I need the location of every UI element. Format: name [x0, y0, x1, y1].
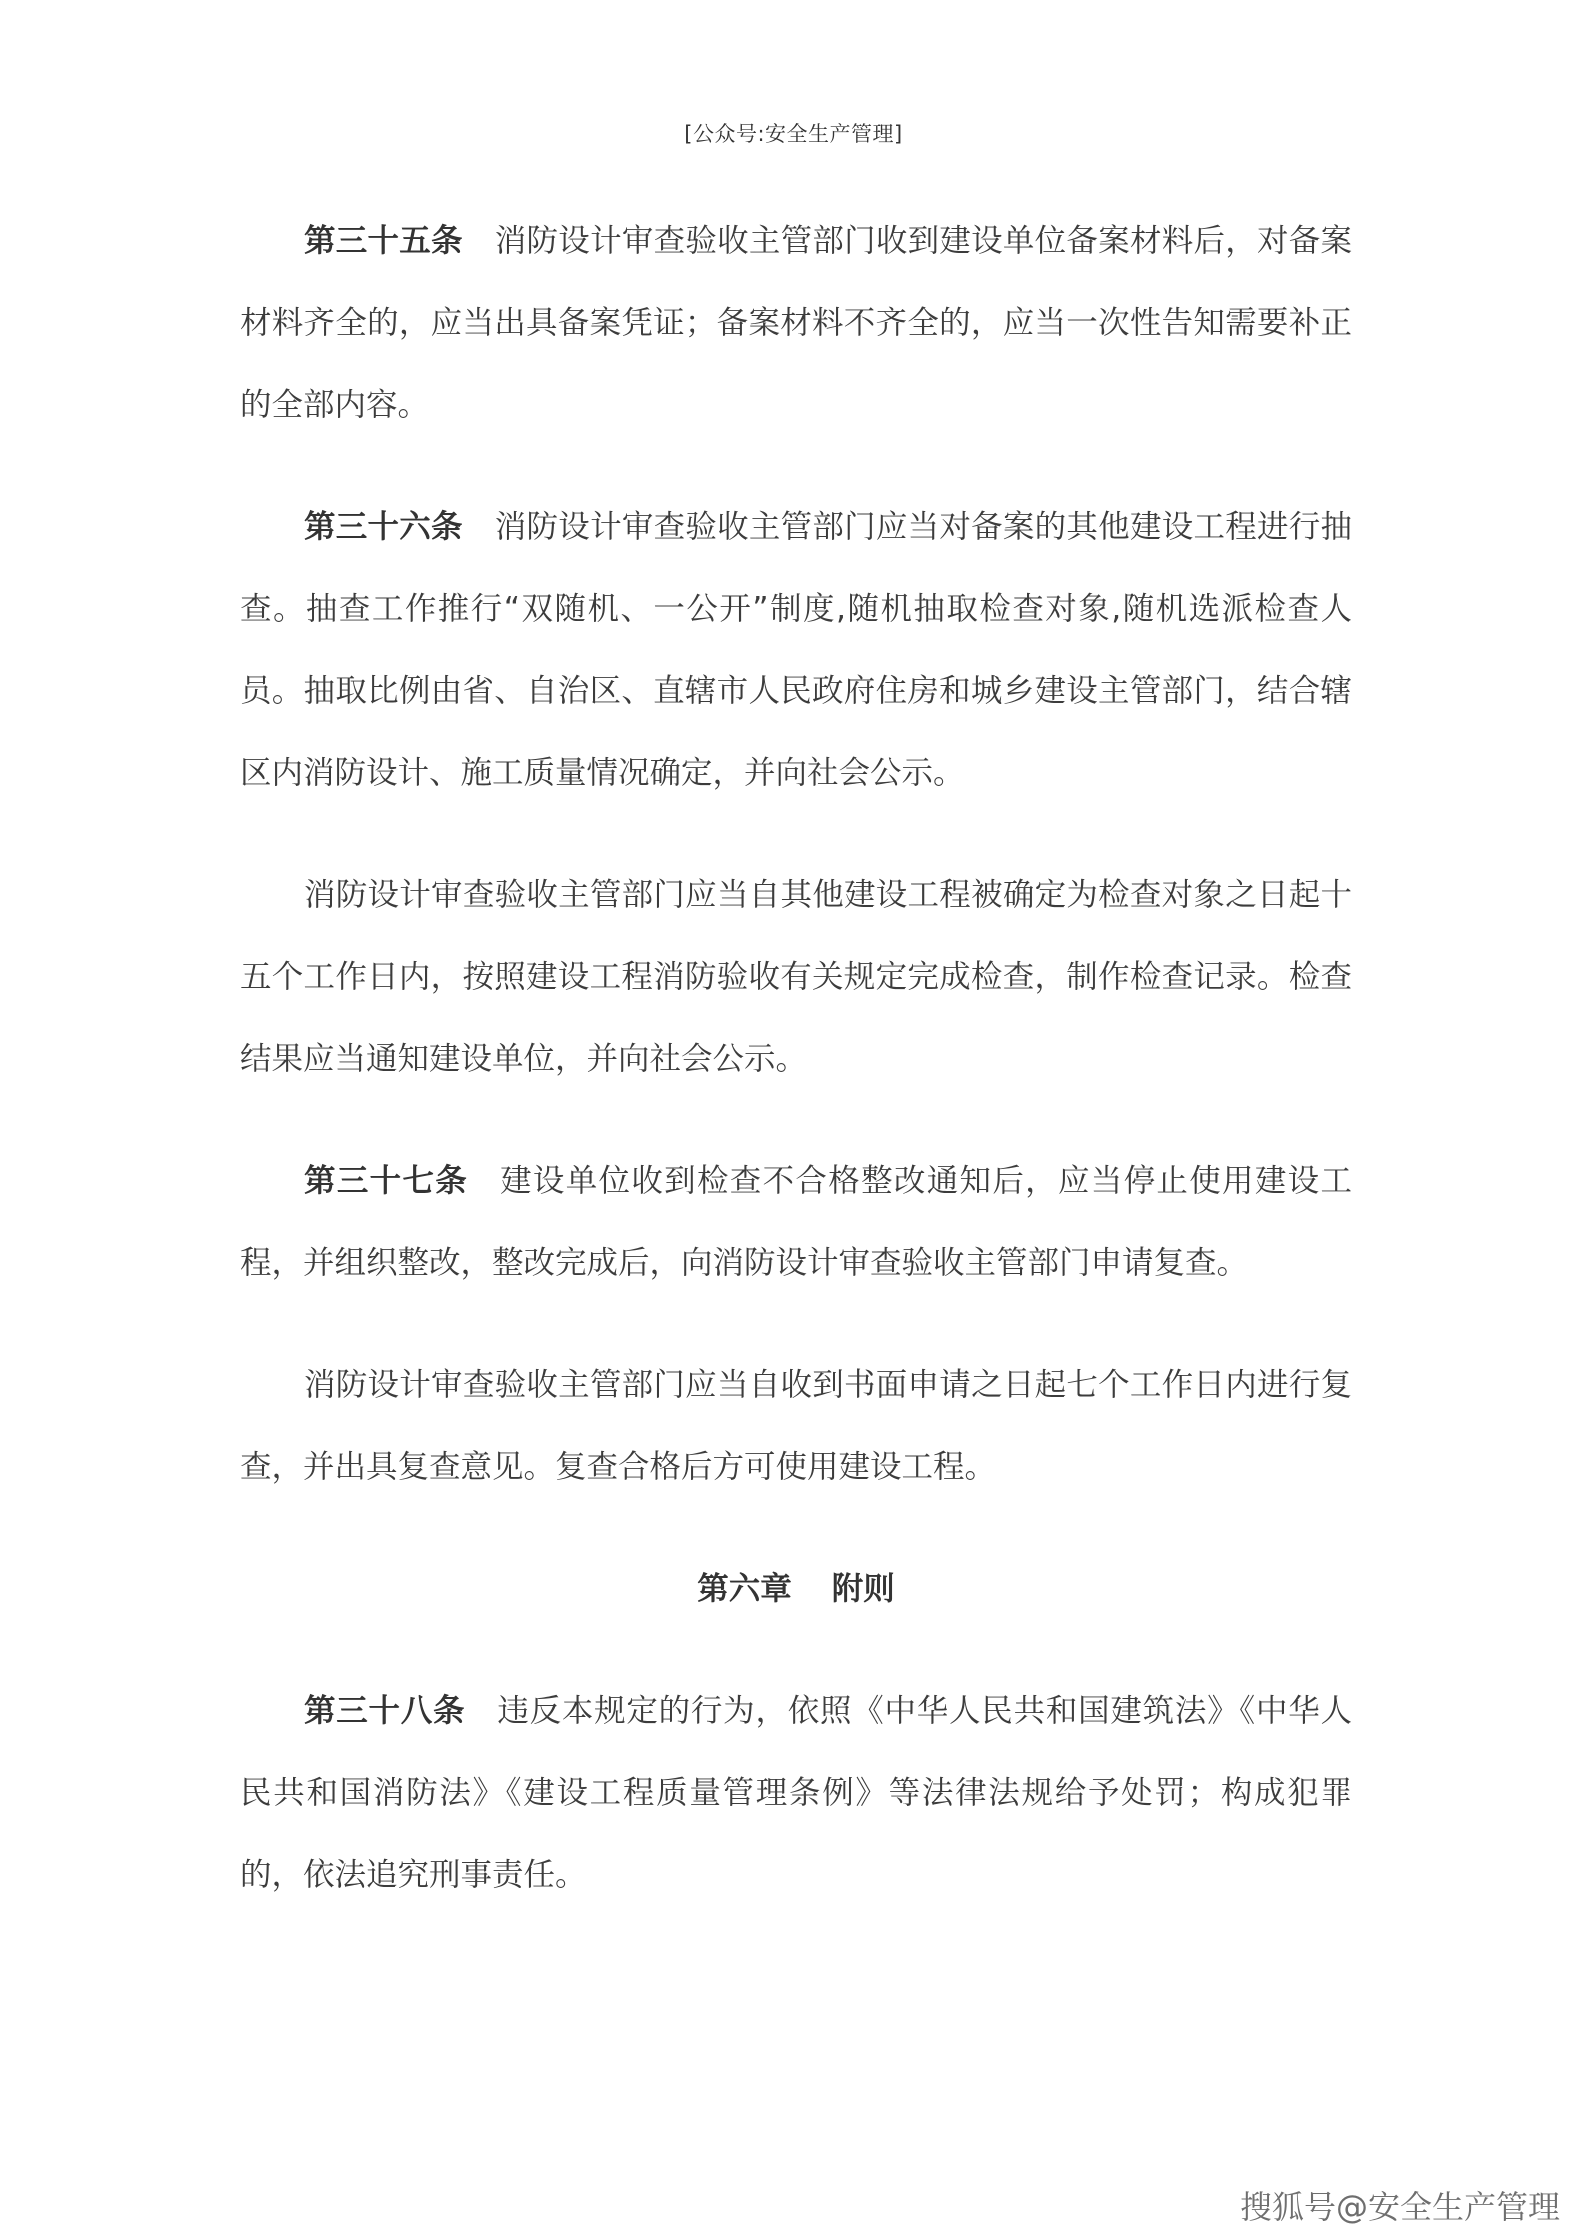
- article-35: [240, 200, 1352, 446]
- article-38: [240, 1670, 1352, 1916]
- article-36-paragraph-2: [240, 854, 1352, 1100]
- article-text: 建设单位收到检查不合格整改通知后，应当停止使用建设工程，并组织整改，整改完成后，向消防设计审查验收主管部门申请复查。: [240, 1163, 1352, 1281]
- chapter-number: 第六章: [697, 1571, 792, 1607]
- article-number: 第三十八条: [304, 1693, 466, 1729]
- article-text: 消防设计审查验收主管部门应当自收到书面申请之日起七个工作日内进行复查，并出具复查意见。复查合格后方可使用建设工程。: [240, 1367, 1352, 1485]
- article-text: 消防设计审查验收主管部门应当自其他建设工程被确定为检查对象之日起十五个工作日内，按照建设工程消防验收有关规定完成检查，制作检查记录。检查结果应当通知建设单位，并向社会公示。: [240, 877, 1352, 1077]
- article-text: 消防设计审查验收主管部门收到建设单位备案材料后，对备案材料齐全的，应当出具备案凭证；备案材料不齐全的，应当一次性告知需要补正的全部内容。: [240, 223, 1352, 423]
- article-37-paragraph-2: [240, 1344, 1352, 1508]
- chapter-heading: [240, 1548, 1352, 1630]
- article-text: 违反本规定的行为，依照《中华人民共和国建筑法》《中华人民共和国消防法》《建设工程质量管理条例》等法律法规给予处罚；构成犯罪的，依法追究刑事责任。: [240, 1693, 1352, 1893]
- article-number: 第三十五条: [304, 223, 463, 259]
- chapter-title: 附则: [831, 1571, 895, 1607]
- page-header: [公众号:安全生产管理]: [684, 122, 903, 146]
- article-37: [240, 1140, 1352, 1304]
- article-number: 第三十六条: [304, 509, 463, 545]
- article-text: 消防设计审查验收主管部门应当对备案的其他建设工程进行抽查。抽查工作推行“双随机、一公开”制度,随机抽取检查对象,随机选派检查人员。抽取比例由省、自治区、直辖市人民政府住房和城乡建设主管部门，结合辖区内消防设计、施工质量情况确定，并向社会公示。: [240, 509, 1352, 791]
- watermark-text: 搜狐号@安全生产管理: [1240, 2188, 1561, 2226]
- document-body: [240, 200, 1352, 1956]
- article-36: [240, 486, 1352, 814]
- article-number: 第三十七条: [304, 1163, 469, 1199]
